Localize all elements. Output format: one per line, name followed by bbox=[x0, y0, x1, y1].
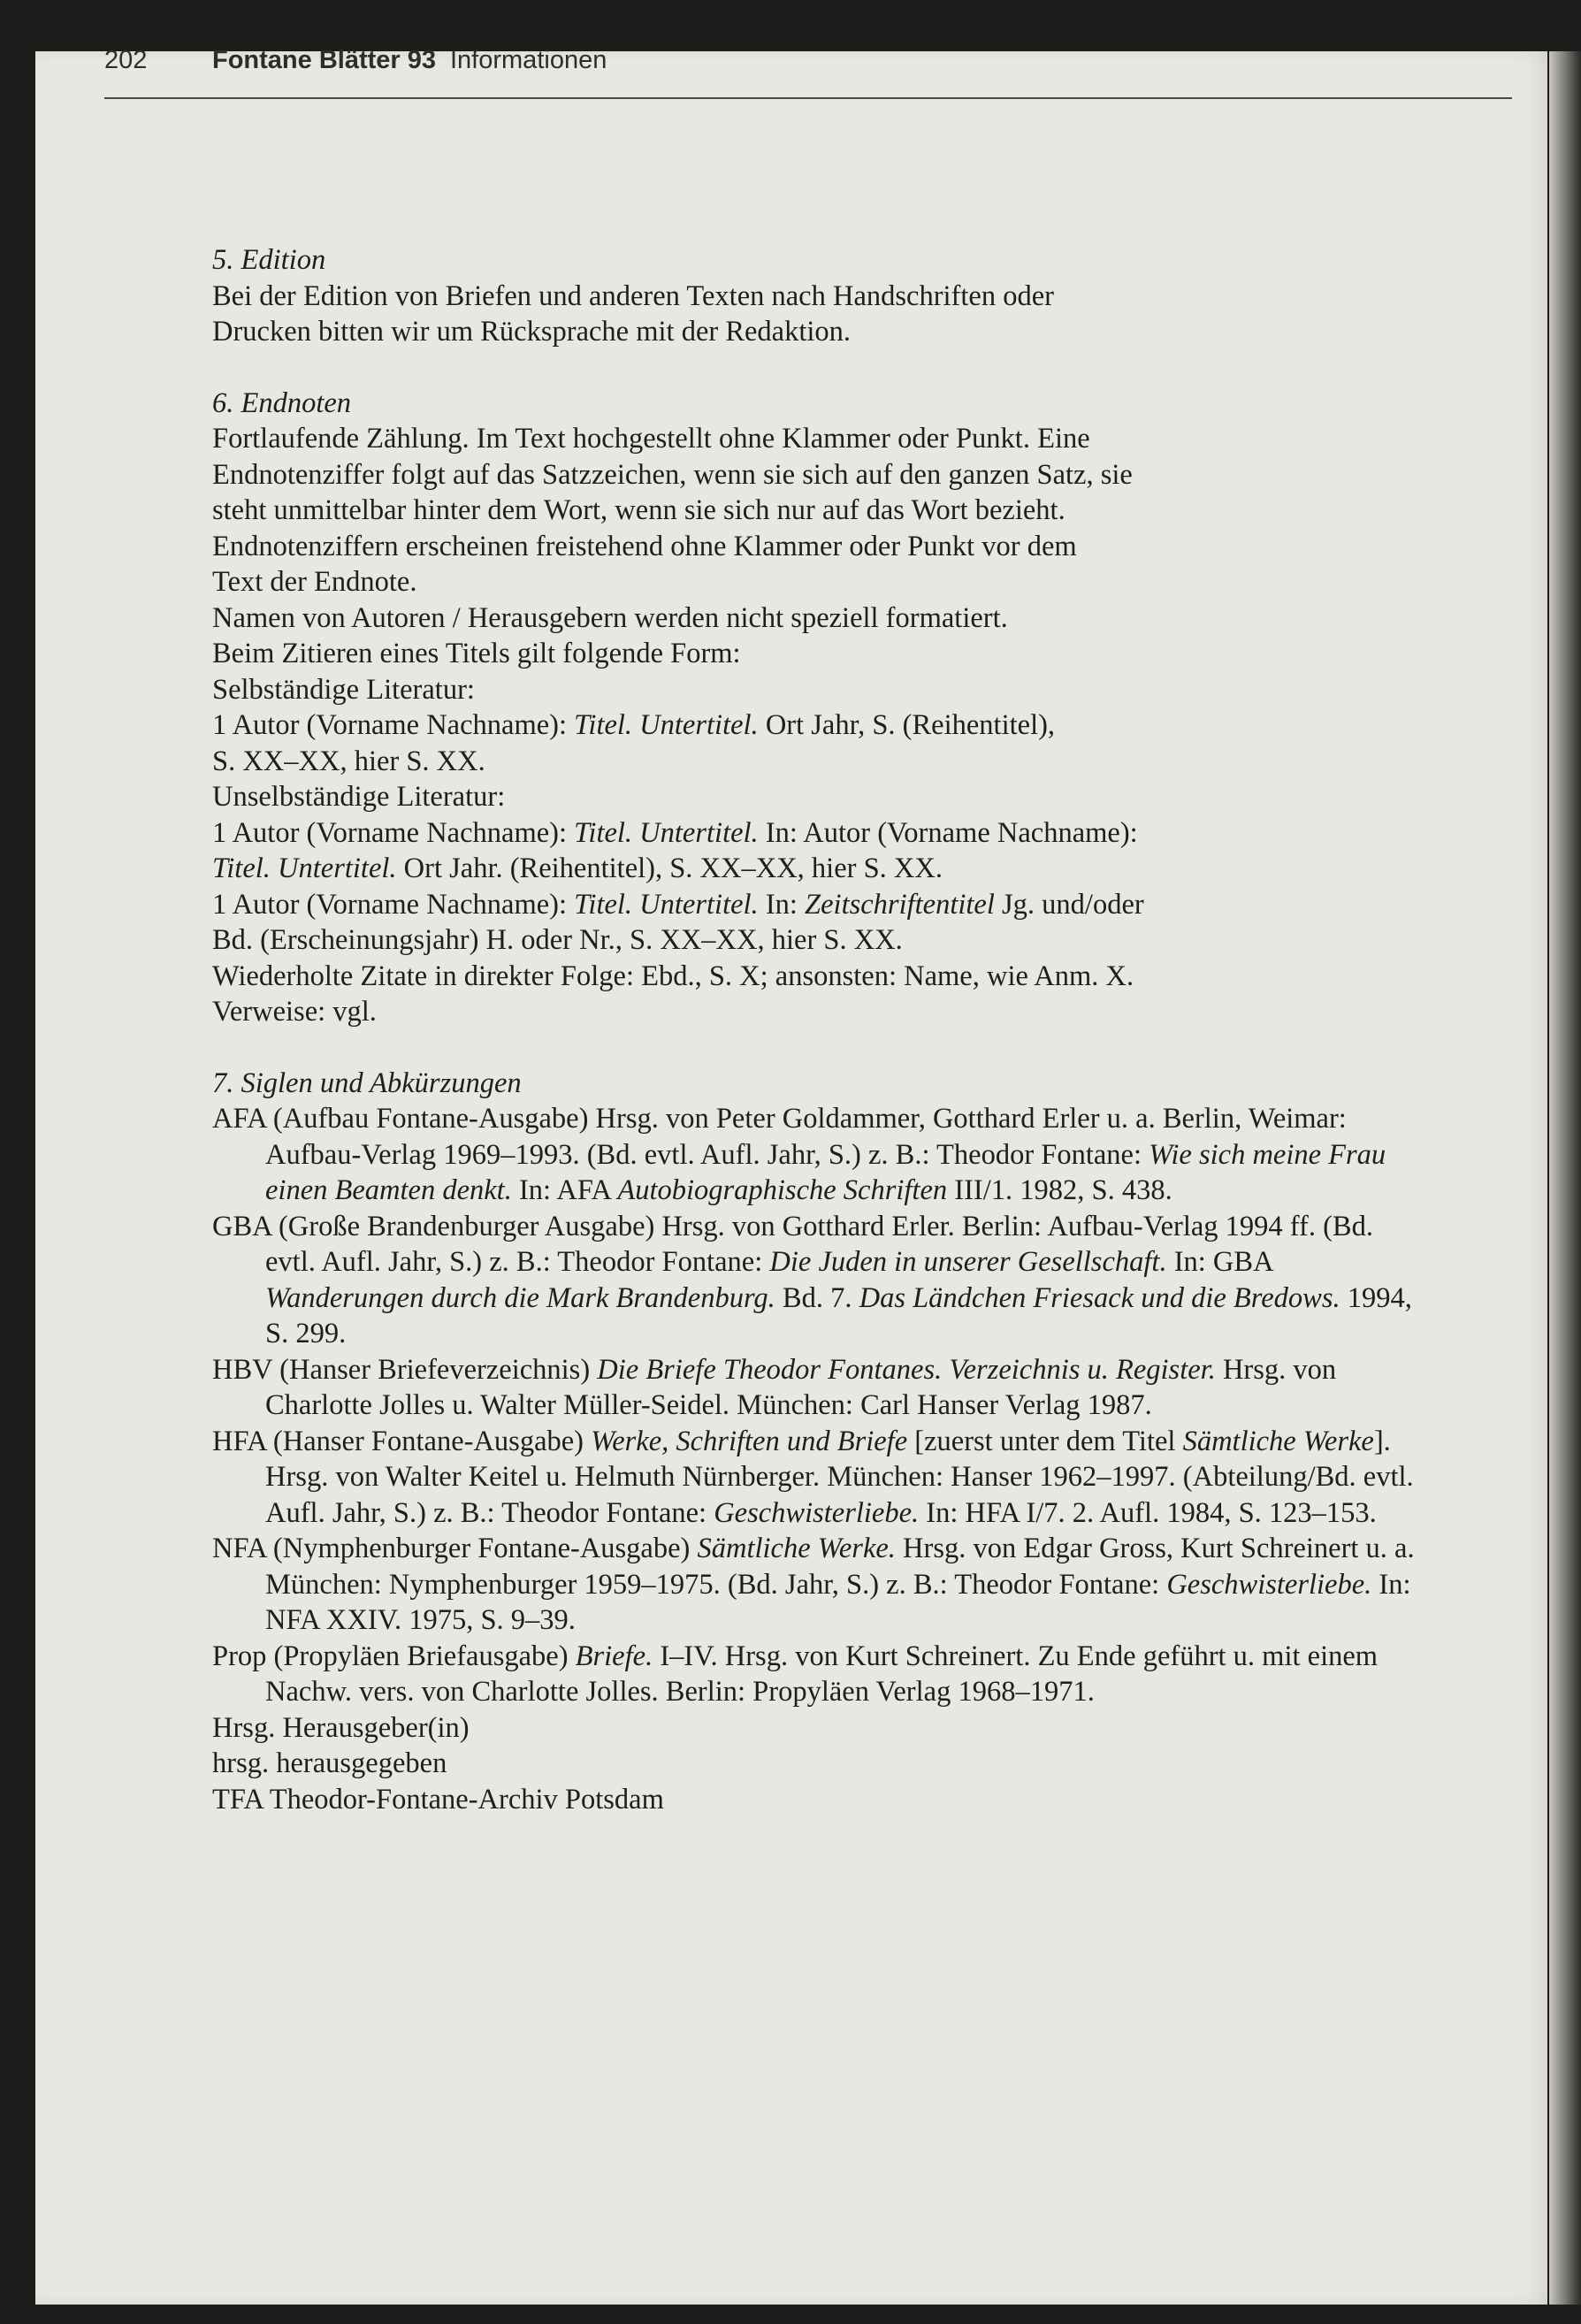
abbrev-gba: GBA (Große Brandenburger Ausgabe) Hrsg. von Gotthard Erler. Berlin: Aufbau-Verlag 1994 ff. (Bd. evtl. Aufl. Jahr, S.) z. B.: Theodor Fontane: Die Juden in unserer Gesellschaft. In: GBA Wanderungen durch die Mark Brandenburg. Bd. 7. Das Ländchen Friesack und die Bredows. 1994, S. 299. bbox=[212, 1210, 1412, 1349]
endnoten-line: Fortlaufende Zählung. Im Text hochgestellt ohne Klammer oder Punkt. Eine bbox=[212, 423, 1090, 455]
heading-siglen: 7. Siglen und Abkürzungen bbox=[212, 1066, 522, 1099]
endnoten-line: steht unmittelbar hinter dem Wort, wenn sie sich nur auf das Wort bezieht. bbox=[212, 494, 1065, 526]
heading-endnoten: 6. Endnoten bbox=[212, 386, 352, 419]
example-selbstaendig: 1 Autor (Vorname Nachname): Titel. Untertitel. Ort Jahr, S. (Reihentitel), bbox=[212, 709, 1056, 741]
section-title: Informationen bbox=[450, 46, 607, 74]
abbrev-prop: Prop (Propyläen Briefausgabe) Briefe. I–IV. Hrsg. von Kurt Schreinert. Zu Ende geführt u. mit einem Nachw. vers. von Charlotte Jolles. Berlin: Propyläen Verlag 1968–1971. bbox=[212, 1640, 1379, 1708]
page-edge bbox=[1549, 51, 1581, 2305]
endnoten-line: Selbständige Literatur: bbox=[212, 673, 475, 706]
endnoten-line: Namen von Autoren / Herausgebern werden nicht speziell formatiert. bbox=[212, 601, 1008, 634]
abbrev-afa: AFA (Aufbau Fontane-Ausgabe) Hrsg. von Peter Goldammer, Gotthard Erler u. a. Berlin, Weimar: Aufbau-Verlag 1969–1993. (Bd. evtl. Aufl. Jahr, S.) z. B.: Theodor Fontane: Wie sich meine Frau einen Beamten denkt. In: AFA Autobiographische Schriften III/1. 1982, S. 438. bbox=[212, 1103, 1386, 1206]
edition-line-2: Drucken bitten wir um Rücksprache mit der Redaktion. bbox=[212, 316, 852, 348]
abbrev-hrsg-lower: hrsg. herausgegeben bbox=[212, 1747, 447, 1779]
endnoten-line: Endnotenziffern erscheinen freistehend ohne Klammer oder Punkt vor dem bbox=[212, 530, 1077, 562]
abbrev-nfa: NFA (Nymphenburger Fontane-Ausgabe) Sämtliche Werke. Hrsg. von Edgar Gross, Kurt Schreinert u. a. München: Nymphenburger 1959–1975. (Bd. Jahr, S.) z. B.: Theodor Fontane: Geschwisterliebe. In: NFA XXIV. 1975, S. 9–39. bbox=[212, 1533, 1415, 1636]
example-unselbstaendig-cont: Titel. Untertitel. Ort Jahr. (Reihentitel), S. XX–XX, hier S. XX. bbox=[212, 852, 943, 884]
example-zeitschrift: 1 Autor (Vorname Nachname): Titel. Untertitel. In: Zeitschriftentitel Jg. und/oder bbox=[212, 888, 1144, 921]
edition-line-1: Bei der Edition von Briefen und anderen Texten nach Handschriften oder bbox=[212, 279, 1054, 312]
abbrev-hrsg-upper: Hrsg. Herausgeber(in) bbox=[212, 1711, 470, 1744]
header-rule bbox=[104, 97, 1512, 99]
endnoten-line: Text der Endnote. bbox=[212, 566, 417, 598]
journal-title: Fontane Blätter 93 bbox=[212, 46, 436, 74]
abbrev-hbv: HBV (Hanser Briefeverzeichnis) Die Briefe Theodor Fontanes. Verzeichnis u. Register. Hrsg. von Charlotte Jolles u. Walter Müller-Seidel. München: Carl Hanser Verlag 1987. bbox=[212, 1353, 1337, 1421]
example-selbstaendig-cont: S. XX–XX, hier S. XX. bbox=[212, 745, 485, 777]
cross-references: Verweise: vgl. bbox=[212, 996, 377, 1028]
page-number: 202 bbox=[104, 46, 148, 74]
unselbstaendig-label: Unselbständige Literatur: bbox=[212, 781, 506, 813]
endnoten-line: Endnotenziffer folgt auf das Satzzeichen, wenn sie sich auf den ganzen Satz, sie bbox=[212, 458, 1133, 491]
abbrev-hfa: HFA (Hanser Fontane-Ausgabe) Werke, Schriften und Briefe [zuerst unter dem Titel Sämtliche Werke]. Hrsg. von Walter Keitel u. Helmuth Nürnberger. München: Hanser 1962–1997. (Abteilung/Bd. evtl. Aufl. Jahr, S.) z. B.: Theodor Fontane: Geschwisterliebe. In: HFA I/7. 2. Aufl. 1984, S. 123–153. bbox=[212, 1425, 1414, 1529]
heading-edition: 5. Edition bbox=[212, 244, 326, 276]
running-header bbox=[104, 46, 1510, 94]
repeat-citations: Wiederholte Zitate in direkter Folge: Ebd., S. X; ansonsten: Name, wie Anm. X. bbox=[212, 959, 1134, 992]
main-text bbox=[212, 242, 1415, 1817]
endnoten-line: Beim Zitieren eines Titels gilt folgende Form: bbox=[212, 638, 741, 669]
example-zeitschrift-cont: Bd. (Erscheinungsjahr) H. oder Nr., S. XX–XX, hier S. XX. bbox=[212, 924, 903, 956]
abbrev-tfa: TFA Theodor-Fontane-Archiv Potsdam bbox=[212, 1783, 664, 1816]
example-unselbstaendig: 1 Autor (Vorname Nachname): Titel. Untertitel. In: Autor (Vorname Nachname): bbox=[212, 816, 1138, 849]
